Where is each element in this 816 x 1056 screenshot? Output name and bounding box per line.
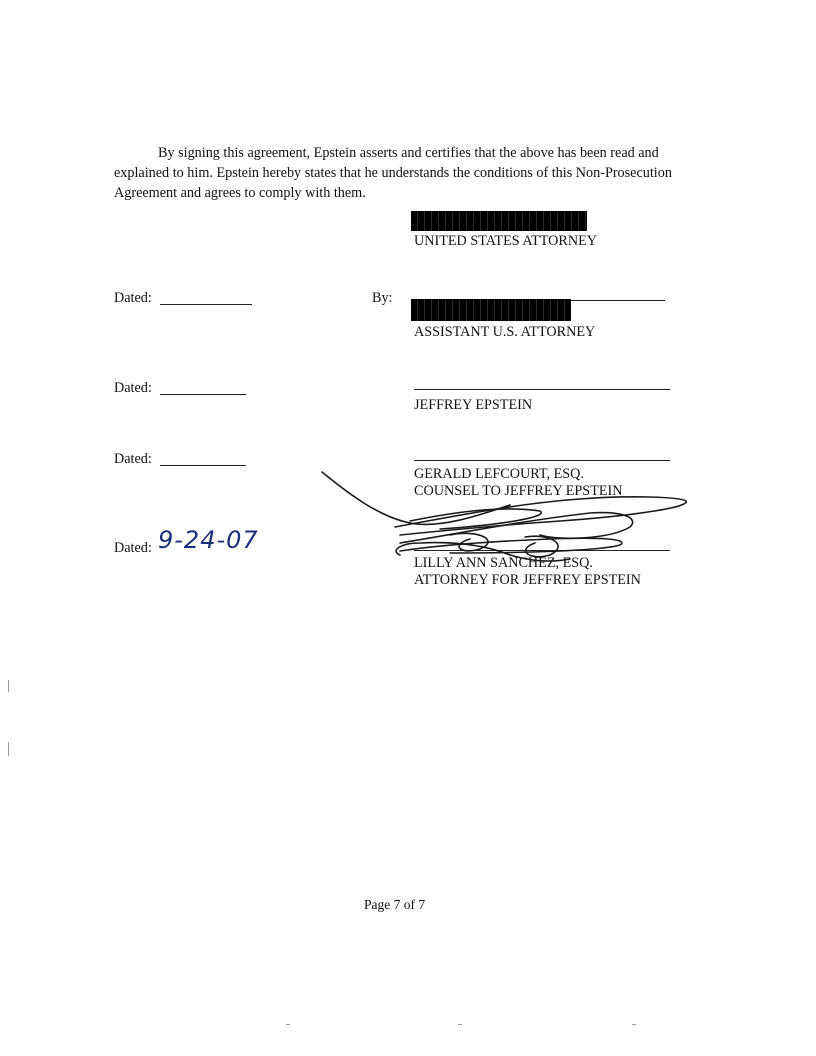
dated-label-3: Dated: <box>114 451 152 467</box>
epstein-signature-line <box>414 389 670 390</box>
by-label: By: <box>372 290 393 306</box>
dated-line-3 <box>160 465 246 466</box>
sanchez-name: LILLY ANN SANCHEZ, ESQ. <box>414 555 593 571</box>
scan-speck-1 <box>8 680 9 692</box>
epstein-name: JEFFREY EPSTEIN <box>414 397 533 413</box>
us-attorney-title: UNITED STATES ATTORNEY <box>414 233 598 249</box>
assistant-signature-line <box>571 300 665 301</box>
dated-label-2: Dated: <box>114 380 152 396</box>
certification-text: By signing this agreement, Epstein asserts and certifies that the above has been read and explained to him. Epstein hereby states that he understands the conditions of this Non-Prosecution Agreement and agrees to comply with them. <box>114 145 672 201</box>
lefcourt-role: COUNSEL TO JEFFREY EPSTEIN <box>414 483 623 499</box>
dated-line-2 <box>160 394 246 395</box>
page-number: Page 7 of 7 <box>364 897 426 912</box>
redaction-bar-us-attorney <box>411 211 587 231</box>
scan-speck-5 <box>632 1024 636 1025</box>
handwritten-date: 9-24-07 <box>158 526 259 554</box>
dated-label-1: Dated: <box>114 290 152 306</box>
handwritten-signature-graphic <box>300 455 700 575</box>
sanchez-role: ATTORNEY FOR JEFFREY EPSTEIN <box>414 572 641 588</box>
redaction-bar-assistant <box>411 299 571 321</box>
lefcourt-name: GERALD LEFCOURT, ESQ. <box>414 466 584 482</box>
scan-speck-3 <box>286 1024 290 1025</box>
dated-label-4: Dated: <box>114 540 152 556</box>
dated-line-1 <box>160 304 252 305</box>
scan-speck-4 <box>458 1024 462 1025</box>
certification-paragraph <box>114 143 674 203</box>
assistant-attorney-title: ASSISTANT U.S. ATTORNEY <box>414 324 596 340</box>
scan-speck-2 <box>8 742 9 756</box>
